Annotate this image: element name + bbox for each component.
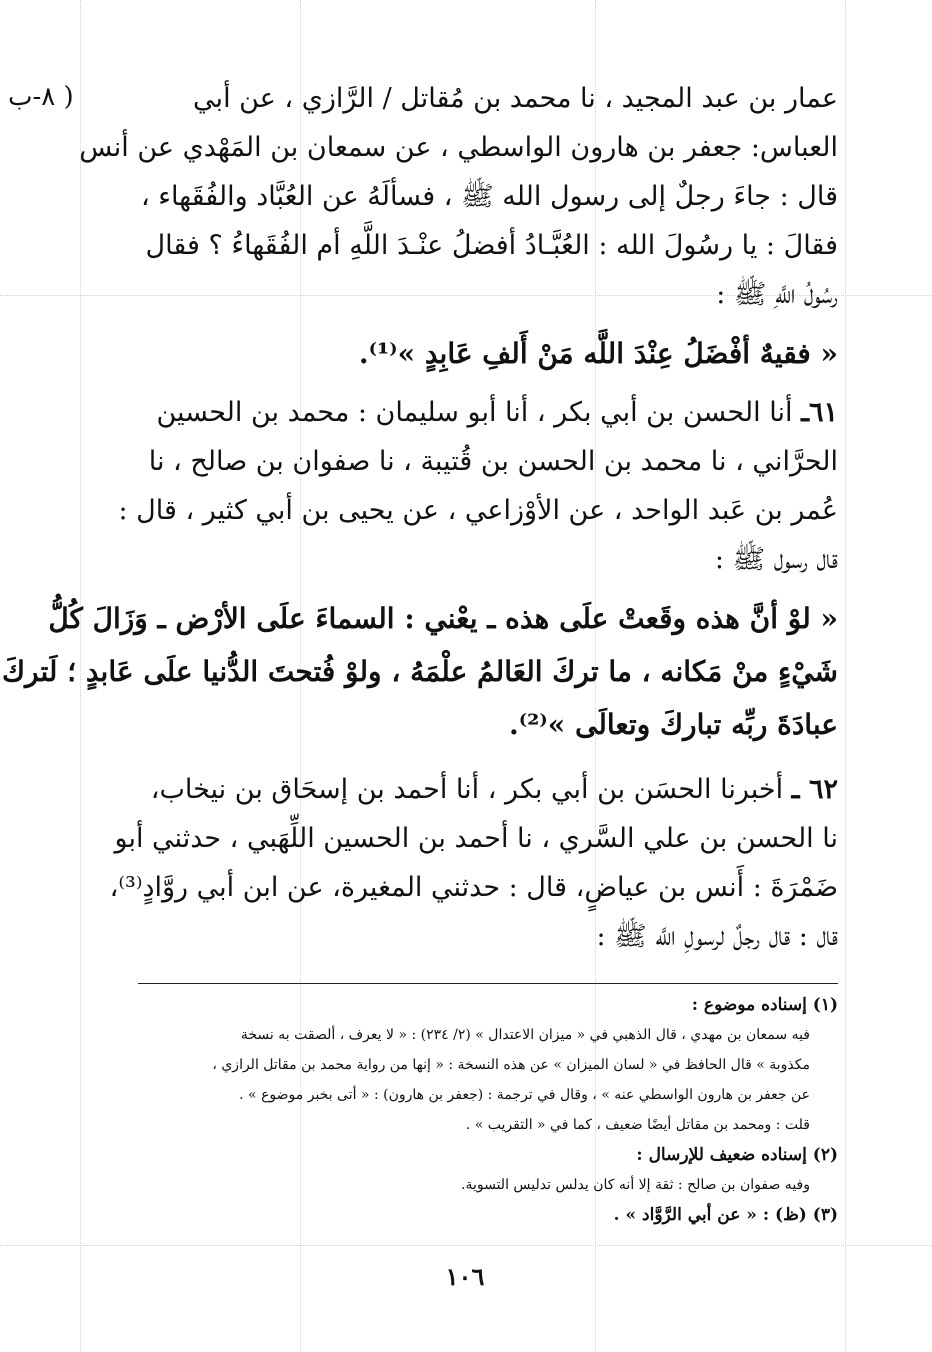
footnote-line: فيه سمعان بن مهدي ، قال الذهبي في « ميزان الاعتدال » (٢/ ٢٣٤) : « لا يعرف ، ألصقت به نسخة <box>240 1027 810 1043</box>
text-line: قال : جاءَ رجلٌ إلى رسول الله ﷺ ، فسألَهُ عن العُبَّاد والفُقَهاء ، <box>140 181 838 212</box>
text-line: قال رسول ﷺ : <box>714 544 838 575</box>
hadith-number: ٦٢ ـ <box>791 774 838 805</box>
hadith-line: عبادَةَ ربِّه تباركَ وتعالَى »⁽²⁾. <box>509 708 838 741</box>
hadith-text-60: « فقيهٌ أفْضَلُ عِنْدَ اللَّه مَنْ أَلفِ عَابِدٍ »⁽¹⁾. <box>358 337 838 370</box>
footnote-line: وفيه صفوان بن صالح : ثقة إلا أنه كان يدلس تدليس التسوية. <box>461 1177 810 1193</box>
text-line: رسُولُ اللَّهِ ﷺ : <box>716 279 838 310</box>
guide-line <box>845 0 846 1352</box>
text-line: الحرَّاني ، نا محمد بن الحسن بن قُتيبة ، نا صفوان بن صالح ، نا <box>148 446 838 477</box>
text-line: العباس: جعفر بن هارون الواسطي ، عن سمعان بن المَهْدي عن أنس <box>79 132 838 163</box>
text-line: فقالَ : يا رسُولَ الله : العُبَّـادُ أفضلُ عنْـدَ اللَّهِ أم الفُقَهاءُ ؟ فقال <box>145 230 838 261</box>
paragraph-isnad-61 <box>92 388 838 584</box>
hadith-line: « لوْ أنَّ هذه وقَعتْ علَى هذه ـ يعْني : السماءَ علَى الأرْض ـ وَزَالَ كُلُّ <box>48 602 838 635</box>
text-span: أنا الحسن بن أبي بكر ، أنا أبو سليمان : محمد بن الحسين <box>156 397 793 428</box>
hadith-number: ٦١ـ <box>801 397 838 428</box>
hadith-text-61 <box>1 592 838 751</box>
footnote-line: قلت : ومحمد بن مقاتل أيضًا ضعيف ، كما في « التقريب » . <box>465 1117 810 1133</box>
paragraph-isnad-62 <box>92 765 838 961</box>
footnote-line: مكذوبة » قال الحافظ في « لسان الميزان » عن هذه النسخة : « إنها من رواية محمد بن مقاتل الرازي ، <box>212 1057 810 1073</box>
footnotes <box>138 983 838 1230</box>
text-line: ضَمْرَةَ : أَنس بن عياضٍ، قال : حدثني المغيرة، عن ابن أبي روَّادٍ⁽³⁾، <box>109 872 838 903</box>
paragraph-isnad-60 <box>79 74 838 319</box>
text-line <box>92 388 838 437</box>
guide-line <box>0 1245 932 1246</box>
text-span: أخبرنا الحسَن بن أبي بكر ، أنا أحمد بن إسحَاق بن نيخاب، <box>150 774 784 805</box>
footnote-heading: (٢) إسناده ضعيف للإرسال : <box>636 1145 838 1165</box>
footnote-heading: (٣) (ظ) : « عن أبي الرَّوَّاد » . <box>613 1205 838 1225</box>
footnote-heading: (١) إسناده موضوع : <box>691 995 838 1015</box>
hadith-line: شَيْءٍ منْ مَكانه ، ما تركَ العَالمُ علْمَهُ ، ولوْ فُتحتَ الدُّنيا علَى عَابدٍ ؛ لَتركَ <box>1 655 838 688</box>
text-line: نا الحسن بن علي السَّري ، نا أحمد بن الحسين اللِّهَبي ، حدثني أبو <box>114 823 838 854</box>
footnote-line: عن جعفر بن هارون الواسطي عنه » ، وقال في ترجمة : (جعفر بن هارون) : « أتى بخبر موضوع » . <box>239 1087 810 1103</box>
text-line <box>92 765 838 814</box>
text-line: عُمر بن عَبد الواحد ، عن الأوْزاعي ، عن يحيى بن أبي كثير ، قال : <box>118 495 838 526</box>
text-line: قال : قال رجلٌ لرسولِ اللَّه ﷺ : <box>596 921 838 952</box>
manuscript-folio-ref: ( ٨-ب <box>8 82 74 112</box>
page-number: ١٠٦ <box>445 1262 485 1291</box>
text-line: عمار بن عبد المجيد ، نا محمد بن مُقاتل / الرَّازي ، عن أبي <box>193 83 838 114</box>
